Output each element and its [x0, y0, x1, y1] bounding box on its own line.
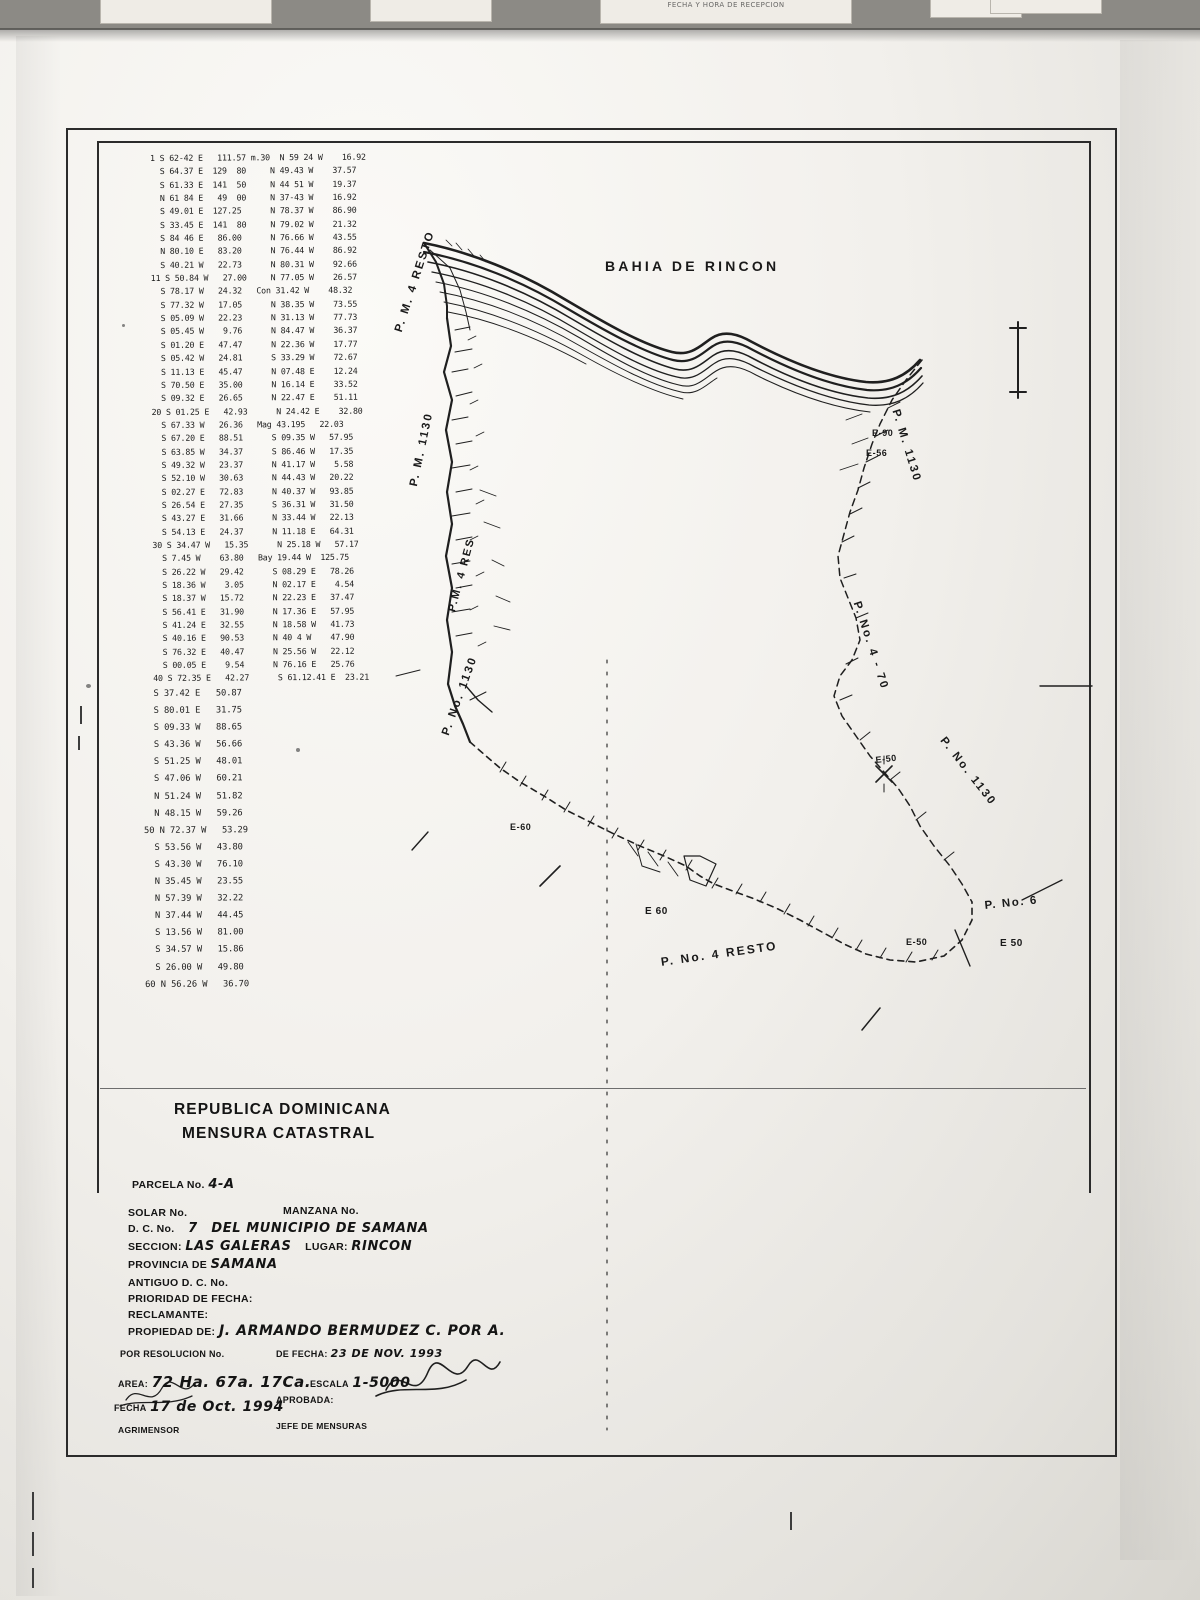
parcel-label-pm-4-resto: P. M. 4 RESTO — [393, 229, 438, 334]
parcel-label-pm-4-res: P.M. 4 RES — [446, 536, 478, 614]
station-mark-e50c: E-50 — [906, 937, 928, 947]
margin-tick — [78, 736, 80, 750]
resolucion-label: POR RESOLUCION No. — [120, 1349, 225, 1359]
reclamante-label: RECLAMANTE: — [128, 1309, 209, 1321]
seccion-value: LAS GALERAS — [185, 1239, 292, 1254]
margin-tick-bottom — [32, 1568, 34, 1588]
agrimensor-label: AGRIMENSOR — [118, 1425, 180, 1435]
propiedad-label: PROPIEDAD DE: — [128, 1326, 216, 1338]
margin-tick-bottom — [32, 1532, 34, 1556]
noise-fleck — [86, 684, 91, 688]
provincia-value: SAMANA — [210, 1257, 278, 1272]
field-fecha — [114, 1399, 284, 1415]
field-distrito-catastral — [128, 1221, 429, 1236]
area-value: 72 Ha. 67a. 17Ca. — [151, 1373, 312, 1391]
noise-fleck — [296, 748, 300, 752]
field-prioridad — [128, 1291, 253, 1306]
prioridad-label: PRIORIDAD DE FECHA: — [128, 1293, 253, 1305]
fecha-label: FECHA — [114, 1403, 147, 1413]
parcel-label-pm-1130-right: P. M. 1130 — [889, 408, 924, 484]
field-provincia — [128, 1257, 278, 1272]
station-mark-e50b: E-50 — [875, 752, 898, 765]
parcel-label-pn-6: P. No. 6 — [984, 894, 1039, 912]
field-manzana — [283, 1203, 359, 1218]
station-mark-e50: E 50 — [1000, 938, 1023, 949]
field-antiguo-dc — [128, 1275, 228, 1290]
field-reclamante — [128, 1307, 208, 1322]
field-aprobada — [276, 1395, 334, 1405]
provincia-label: PROVINCIA DE — [128, 1259, 208, 1271]
parcel-label-pn-1130-right-lower: P. No. 1130 — [937, 735, 999, 809]
fecha-value: 17 de Oct. 1994 — [150, 1399, 284, 1415]
solar-label: SOLAR No. — [128, 1207, 188, 1219]
country-heading: REPUBLICA DOMINICANA — [174, 1101, 391, 1118]
field-seccion — [128, 1239, 412, 1254]
bearing-distance-table-continued: S 37.42 E 50.87 S 80.01 E 31.75 S 09.33 W 88.65 S 43.36 W 56.66 S 51.25 W 48.01 S 47.06 W 60.21 N 51.24 W 51.82 N 48.15 W 59.26 50 N 72.37 W 53.29 S 53.56 W 43.80 S 43.30 W 76.10 N 35.45 W 23.55 N 57.39 W 32.22 N 37.44 W 44.45 S 13.56 W 81.00 S 34.57 W 15.86 S 26.00 W 49.80 60 N 56.26 W 36.70 — [143, 688, 250, 990]
field-escala — [310, 1375, 411, 1391]
dc-municipio: DEL MUNICIPIO DE SAMANA — [211, 1221, 429, 1236]
parcel-label-pn-1130-left-lower: P. No. 1130 — [440, 654, 480, 738]
field-jefe-mensuras — [276, 1421, 367, 1431]
bay-label: BAHIA DE RINCON — [605, 258, 780, 274]
noise-fleck — [122, 324, 125, 327]
parcela-label: PARCELA No. — [132, 1179, 205, 1191]
lugar-value: RINCON — [351, 1239, 413, 1254]
parcel-label-pm-1130-left: P. M. 1130 — [408, 411, 436, 488]
parcel-label-pn-4-70: P. No. 4 - 70 — [850, 600, 891, 692]
field-parcela — [132, 1177, 235, 1192]
margin-tick-center-bottom — [790, 1512, 792, 1530]
parcela-value: 4-A — [208, 1177, 235, 1192]
document-type-heading: MENSURA CATASTRAL — [182, 1125, 376, 1142]
dc-label: D. C. No. — [128, 1223, 175, 1235]
lugar-label: LUGAR: — [305, 1241, 348, 1253]
field-area — [118, 1373, 311, 1391]
seccion-label: SECCION: — [128, 1241, 182, 1253]
parcel-label-pn-4-resto-bottom: P. No. 4 RESTO — [660, 938, 779, 969]
station-mark-e60: E 60 — [645, 906, 668, 917]
field-solar — [128, 1205, 187, 1220]
field-propiedad — [128, 1323, 505, 1339]
propiedad-value: J. ARMANDO BERMUDEZ C. POR A. — [218, 1323, 506, 1339]
field-agrimensor — [118, 1425, 180, 1435]
escala-value: 1-5000 — [352, 1375, 411, 1391]
field-resolucion — [120, 1349, 224, 1359]
dc-value: 7 — [188, 1221, 198, 1236]
fecha-resolucion-label: DE FECHA: — [276, 1349, 328, 1359]
escala-label: ESCALA — [310, 1379, 349, 1389]
antiguo-label: ANTIGUO D. C. No. — [128, 1277, 229, 1289]
margin-tick-bottom — [32, 1492, 34, 1520]
station-mark-e56: E-56 — [866, 448, 888, 458]
station-mark-e90: E-90 — [872, 428, 894, 438]
margin-tick — [80, 706, 82, 724]
jefe-mensuras-label: JEFE DE MENSURAS — [276, 1421, 368, 1431]
field-fecha-resolucion — [276, 1347, 443, 1360]
area-label: AREA: — [118, 1379, 148, 1389]
manzana-label: MANZANA No. — [283, 1205, 359, 1217]
reception-stamp-text: FECHA Y HORA DE RECEPCION — [667, 1, 785, 9]
title-block — [114, 1095, 818, 1435]
station-mark-e60b: E-60 — [510, 822, 532, 832]
fecha-resolucion-value: 23 DE NOV. 1993 — [330, 1347, 443, 1360]
bearing-distance-table: 1 S 62-42 E 111.57 m.30 N 59 24 W 16.92 S 64.37 E 129 80 N 49.43 W 37.57 S 61.33 E 141 50 N 44 51 W 19.37 N 61 84 E 49 00 N 37-43 W 16.92 S 49.01 E 127.25 N 78.37 W 86.90 S 33.45 E 141 80 N 79.02 W 21.32 S 84 46 E 86.00 N 76.66 W 43.55 N 80.10 E 83.20 N 76.44 W 86.92 S 40.21 W 22.73 N 80.31 W 92.66 11 S 50.84 W 27.00 N 77.05 W 26.57 S 78.17 W 24.32 Con 31.42 W 48.32 S 77.32 W 17.05 N 38.35 W 73.55 S 05.09 W 22.23 N 31.13 W 77.73 S 05.45 W 9.76 N 84.47 W 36.37 S 01.20 E 47.47 N 22.36 W 17.77 S 05.42 W 24.81 S 33.29 W 72.67 S 11.13 E 45.47 N 07.48 E 12.24 S 70.50 E 35.00 N 16.14 E 33.52 S 09.32 E 26.65 N 22.47 E 51.11 20 S 01.25 E 42.93 N 24.42 E 32.80 S 67.33 W 26.36 Mag 43.195 22.03 S 67.20 E 88.51 S 09.35 W 57.95 S 63.85 W 34.37 S 86.46 W 17.35 S 49.32 W 23.37 N 41.17 W 5.58 S 52.10 W 30.63 N 44.43 W 20.22 S 02.27 E 72.83 N 40.37 W 93.85 S 26.54 E 27.35 S 36.31 W 31.50 S 43.27 E 31.66 N 33.44 W 22.13 S 54.13 E 24.37 N 11.18 E 64.31 30 S 34.47 W 15.35 N 25.18 W 57.17 S 7.45 W 63.80 Bay 19.44 W 125.75 S 26.22 W 29.42 S 08.29 E 78.26 S 18.36 W 3.05 N 02.17 E 4.54 S 18.37 W 15.72 N 22.23 E 37.47 S 56.41 E 31.90 N 17.36 E 57.95 S 41.24 E 32.55 N 18.58 W 41.73 S 40.16 E 90.53 N 40 4 W 47.90 S 76.32 E 40.47 N 25.56 W 22.12 S 00.05 E 9.54 N 76.16 E 25.76 40 S 72.35 E 42.27 S 61.12.41 E 23.21 — [150, 151, 370, 684]
aprobada-label: APROBADA: — [276, 1395, 334, 1405]
